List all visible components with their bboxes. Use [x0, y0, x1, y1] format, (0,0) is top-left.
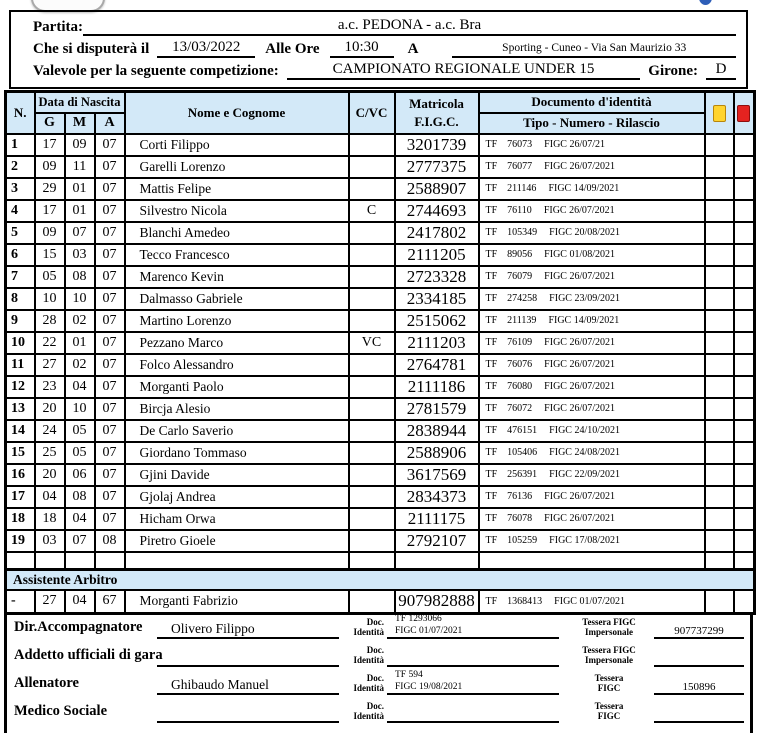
birth-month: 02	[65, 310, 95, 332]
birth-month: 04	[65, 508, 95, 530]
table-row	[6, 134, 755, 156]
player-number: 7	[6, 266, 35, 288]
captain-flag	[349, 420, 395, 442]
birth-year: 07	[95, 288, 125, 310]
at-label: A	[407, 40, 419, 57]
official-name-field: Olivero Filippo	[157, 614, 339, 639]
player-name: Piretro Gioele	[125, 530, 349, 552]
col-header-doc-sub: Tipo - Numero - Rilascio	[479, 113, 705, 134]
birth-year: 07	[95, 156, 125, 178]
captain-flag	[349, 266, 395, 288]
player-name: De Carlo Saverio	[125, 420, 349, 442]
birth-day: 17	[35, 200, 65, 222]
birth-year: 07	[95, 332, 125, 354]
captain-flag: C	[349, 200, 395, 222]
identity-document: TF 76077 FIGC 26/07/2021	[479, 156, 705, 178]
player-name: Corti Filippo	[125, 134, 349, 156]
red-card-cell	[734, 508, 755, 530]
captain-flag	[349, 178, 395, 200]
birth-day: 29	[35, 178, 65, 200]
player-name: Dalmasso Gabriele	[125, 288, 349, 310]
player-number: 1	[6, 134, 35, 156]
assistant-red-cell	[734, 590, 755, 613]
red-card-cell	[734, 134, 755, 156]
player-name: Pezzano Marco	[125, 332, 349, 354]
birth-day: 18	[35, 508, 65, 530]
matricola-number: 2777375	[395, 156, 479, 178]
tessera-figc-field: 907737299	[654, 614, 744, 639]
player-number: 10	[6, 332, 35, 354]
captain-flag	[349, 288, 395, 310]
doc-identity-field	[387, 642, 559, 667]
birth-year: 07	[95, 178, 125, 200]
identity-document: TF 256391 FIGC 22/09/2021	[479, 464, 705, 486]
birth-month: 10	[65, 398, 95, 420]
table-row	[6, 310, 755, 332]
table-row	[6, 156, 755, 178]
matricola-number: 2764781	[395, 354, 479, 376]
identity-document: TF 105406 FIGC 24/08/2021	[479, 442, 705, 464]
partita-field: a.c. PEDONA - a.c. Bra	[83, 17, 736, 36]
official-name-field	[157, 698, 339, 723]
col-header-n: N.	[6, 92, 35, 134]
player-number: 14	[6, 420, 35, 442]
identity-document: TF 76080 FIGC 26/07/2021	[479, 376, 705, 398]
player-number: 17	[6, 486, 35, 508]
officials-section	[4, 613, 753, 733]
captain-flag	[349, 244, 395, 266]
official-row	[7, 698, 750, 725]
player-number: 12	[6, 376, 35, 398]
assistant-birth-month: 04	[65, 590, 95, 613]
captain-flag	[349, 354, 395, 376]
birth-day: 24	[35, 420, 65, 442]
captain-flag	[349, 376, 395, 398]
matricola-number: 2417802	[395, 222, 479, 244]
birth-year: 07	[95, 464, 125, 486]
red-card-cell	[734, 398, 755, 420]
yellow-card-cell	[705, 178, 734, 200]
yellow-card-cell	[705, 156, 734, 178]
birth-year: 07	[95, 266, 125, 288]
red-card-cell	[734, 200, 755, 222]
player-name: Martino Lorenzo	[125, 310, 349, 332]
player-name: Tecco Francesco	[125, 244, 349, 266]
birth-day: 27	[35, 354, 65, 376]
player-number: 19	[6, 530, 35, 552]
player-number: 8	[6, 288, 35, 310]
col-header-matricola: Matricola F.I.G.C.	[395, 92, 479, 134]
identity-document: TF 211139 FIGC 14/09/2021	[479, 310, 705, 332]
player-number: 9	[6, 310, 35, 332]
col-header-yellow	[705, 92, 734, 134]
captain-flag	[349, 310, 395, 332]
time-field: 10:30	[330, 39, 394, 58]
table-row	[6, 288, 755, 310]
tessera-figc-field	[654, 642, 744, 667]
birth-day: 10	[35, 288, 65, 310]
player-name: Bircja Alesio	[125, 398, 349, 420]
table-row	[6, 354, 755, 376]
birth-month: 06	[65, 464, 95, 486]
yellow-card-cell	[705, 200, 734, 222]
official-role-label: Medico Sociale	[14, 703, 108, 719]
time-label: Alle Ore	[265, 40, 320, 57]
birth-year: 07	[95, 244, 125, 266]
matricola-number: 2723328	[395, 266, 479, 288]
official-row	[7, 642, 750, 669]
tessera-figc-label: Tessera FIGC	[594, 700, 624, 721]
doc-identity-field: TF 594 FIGC 19/08/2021	[387, 670, 559, 695]
venue-field: Sporting - Cuneo - Via San Maurizio 33	[452, 42, 736, 58]
red-card-cell	[734, 376, 755, 398]
identity-document: TF 476151 FIGC 24/10/2021	[479, 420, 705, 442]
yellow-card-cell	[705, 288, 734, 310]
player-number: 15	[6, 442, 35, 464]
birth-month: 05	[65, 420, 95, 442]
birth-month: 03	[65, 244, 95, 266]
table-row	[6, 508, 755, 530]
red-card-icon	[737, 105, 750, 122]
tessera-figc-field	[654, 698, 744, 723]
birth-day: 15	[35, 244, 65, 266]
captain-flag	[349, 134, 395, 156]
assistant-birth-day: 27	[35, 590, 65, 613]
birth-year: 07	[95, 354, 125, 376]
player-number: 13	[6, 398, 35, 420]
yellow-card-cell	[705, 398, 734, 420]
red-card-cell	[734, 310, 755, 332]
col-header-name: Nome e Cognome	[125, 92, 349, 134]
doc-identity-label: Doc. Identità	[353, 672, 384, 693]
birth-day: 17	[35, 134, 65, 156]
identity-document: TF 76079 FIGC 26/07/2021	[479, 266, 705, 288]
birth-day: 03	[35, 530, 65, 552]
birth-day: 22	[35, 332, 65, 354]
birth-month: 08	[65, 266, 95, 288]
matricola-number: 2792107	[395, 530, 479, 552]
assistant-row	[6, 590, 755, 613]
official-row	[7, 670, 750, 697]
birth-month: 01	[65, 200, 95, 222]
assistant-number: -	[6, 590, 35, 613]
official-name-field: Ghibaudo Manuel	[157, 670, 339, 695]
birth-day: 28	[35, 310, 65, 332]
matricola-number: 3201739	[395, 134, 479, 156]
identity-document: TF 76136 FIGC 26/07/2021	[479, 486, 705, 508]
matricola-number: 2111205	[395, 244, 479, 266]
player-name: Folco Alessandro	[125, 354, 349, 376]
assistant-cvc	[349, 590, 395, 613]
table-row	[6, 200, 755, 222]
identity-document: TF 76109 FIGC 26/07/2021	[479, 332, 705, 354]
tessera-figc-label: Tessera FIGC	[594, 672, 624, 693]
captain-flag	[349, 486, 395, 508]
date-label: Che si disputerà il	[33, 40, 150, 57]
red-card-cell	[734, 486, 755, 508]
birth-day: 05	[35, 266, 65, 288]
table-row	[6, 486, 755, 508]
birth-month: 09	[65, 134, 95, 156]
player-number: 2	[6, 156, 35, 178]
red-card-cell	[734, 464, 755, 486]
table-row	[6, 398, 755, 420]
matricola-number: 2111175	[395, 508, 479, 530]
birth-day: 09	[35, 156, 65, 178]
partial-blue-icon[interactable]	[699, 0, 712, 5]
partita-line	[21, 17, 736, 36]
player-name: Mattis Felipe	[125, 178, 349, 200]
birth-year: 08	[95, 530, 125, 552]
doc-identity-field	[387, 698, 559, 723]
red-card-cell	[734, 156, 755, 178]
identity-document: TF 76078 FIGC 26/07/2021	[479, 508, 705, 530]
assistant-section-header: Assistente Arbitro	[6, 570, 755, 591]
birth-month: 07	[65, 530, 95, 552]
assistant-identity-document: TF 1368413 FIGC 01/07/2021	[479, 590, 705, 613]
competition-field: CAMPIONATO REGIONALE UNDER 15	[287, 61, 640, 80]
table-row	[6, 376, 755, 398]
table-row	[6, 530, 755, 552]
birth-year: 07	[95, 420, 125, 442]
captain-flag	[349, 508, 395, 530]
player-name: Hicham Orwa	[125, 508, 349, 530]
official-role-label: Addetto ufficiali di gara	[14, 647, 163, 663]
roster-table	[4, 90, 756, 615]
identity-document: TF 76110 FIGC 26/07/2021	[479, 200, 705, 222]
player-name: Garelli Lorenzo	[125, 156, 349, 178]
official-role-label: Allenatore	[14, 675, 79, 691]
birth-month: 10	[65, 288, 95, 310]
player-number: 3	[6, 178, 35, 200]
birth-month: 01	[65, 332, 95, 354]
col-header-m: M	[65, 113, 95, 134]
matricola-number: 2834373	[395, 486, 479, 508]
partita-label: Partita:	[33, 18, 83, 35]
red-card-cell	[734, 442, 755, 464]
col-header-a: A	[95, 113, 125, 134]
captain-flag	[349, 398, 395, 420]
player-name: Gjini Davide	[125, 464, 349, 486]
player-number: 18	[6, 508, 35, 530]
table-row	[6, 266, 755, 288]
matricola-number: 3617569	[395, 464, 479, 486]
girone-field: D	[706, 61, 736, 80]
red-card-cell	[734, 420, 755, 442]
yellow-card-cell	[705, 244, 734, 266]
yellow-card-cell	[705, 354, 734, 376]
identity-document: TF 105259 FIGC 17/08/2021	[479, 530, 705, 552]
birth-month: 08	[65, 486, 95, 508]
assistant-birth-year: 67	[95, 590, 125, 613]
table-row	[6, 332, 755, 354]
player-name: Morganti Paolo	[125, 376, 349, 398]
official-row	[7, 614, 750, 641]
red-card-cell	[734, 244, 755, 266]
birth-month: 04	[65, 376, 95, 398]
birth-year: 07	[95, 310, 125, 332]
birth-year: 07	[95, 376, 125, 398]
col-header-birth: Data di Nascita	[35, 92, 125, 113]
player-number: 6	[6, 244, 35, 266]
col-header-g: G	[35, 113, 65, 134]
yellow-card-cell	[705, 376, 734, 398]
red-card-cell	[734, 354, 755, 376]
birth-day: 20	[35, 398, 65, 420]
empty-row	[6, 552, 755, 570]
birth-day: 23	[35, 376, 65, 398]
birth-year: 07	[95, 486, 125, 508]
birth-year: 07	[95, 200, 125, 222]
identity-document: TF 211146 FIGC 14/09/2021	[479, 178, 705, 200]
matricola-number: 2334185	[395, 288, 479, 310]
birth-day: 20	[35, 464, 65, 486]
matricola-number: 2838944	[395, 420, 479, 442]
birth-year: 07	[95, 134, 125, 156]
captain-flag	[349, 222, 395, 244]
player-number: 4	[6, 200, 35, 222]
birth-month: 07	[65, 222, 95, 244]
birth-year: 07	[95, 222, 125, 244]
birth-year: 07	[95, 398, 125, 420]
red-card-cell	[734, 266, 755, 288]
table-row	[6, 244, 755, 266]
red-card-cell	[734, 178, 755, 200]
player-name: Marenco Kevin	[125, 266, 349, 288]
identity-document: TF 76072 FIGC 26/07/2021	[479, 398, 705, 420]
yellow-card-cell	[705, 222, 734, 244]
table-row	[6, 222, 755, 244]
matricola-number: 2111186	[395, 376, 479, 398]
matricola-number: 2588906	[395, 442, 479, 464]
table-row	[6, 420, 755, 442]
player-number: 16	[6, 464, 35, 486]
assistant-name: Morganti Fabrizio	[125, 590, 349, 613]
official-name-field	[157, 642, 339, 667]
matricola-number: 2588907	[395, 178, 479, 200]
player-number: 11	[6, 354, 35, 376]
birth-day: 04	[35, 486, 65, 508]
birth-day: 09	[35, 222, 65, 244]
captain-flag	[349, 530, 395, 552]
identity-document: TF 274258 FIGC 23/09/2021	[479, 288, 705, 310]
red-card-cell	[734, 222, 755, 244]
birth-year: 07	[95, 442, 125, 464]
col-header-red	[734, 92, 755, 134]
player-name: Giordano Tommaso	[125, 442, 349, 464]
matricola-number: 2515062	[395, 310, 479, 332]
yellow-card-cell	[705, 530, 734, 552]
yellow-card-cell	[705, 508, 734, 530]
yellow-card-cell	[705, 266, 734, 288]
birth-year: 07	[95, 508, 125, 530]
yellow-card-cell	[705, 310, 734, 332]
birth-month: 11	[65, 156, 95, 178]
player-name: Blanchi Amedeo	[125, 222, 349, 244]
yellow-card-cell	[705, 134, 734, 156]
competition-label: Valevole per la seguente competizione:	[33, 63, 279, 80]
doc-identity-label: Doc. Identità	[353, 700, 384, 721]
girone-label: Girone:	[648, 63, 698, 80]
doc-identity-label: Doc. Identità	[353, 616, 384, 637]
assistant-yellow-cell	[705, 590, 734, 613]
captain-flag	[349, 442, 395, 464]
birth-month: 01	[65, 178, 95, 200]
player-name: Silvestro Nicola	[125, 200, 349, 222]
identity-document: TF 105349 FIGC 20/08/2021	[479, 222, 705, 244]
identity-document: TF 76073 FIGC 26/07/21	[479, 134, 705, 156]
player-number: 5	[6, 222, 35, 244]
birth-month: 02	[65, 354, 95, 376]
tessera-figc-label: Tessera FIGC Impersonale	[582, 644, 636, 665]
competition-line	[21, 61, 736, 80]
col-header-cvc: C/VC	[349, 92, 395, 134]
red-card-cell	[734, 332, 755, 354]
match-info-box	[9, 10, 748, 89]
tessera-figc-field: 150896	[654, 670, 744, 695]
table-row	[6, 464, 755, 486]
table-row	[6, 178, 755, 200]
yellow-card-cell	[705, 420, 734, 442]
red-card-cell	[734, 530, 755, 552]
yellow-card-cell	[705, 442, 734, 464]
assistant-matricola: 907982888	[395, 590, 479, 613]
birth-day: 25	[35, 442, 65, 464]
matricola-number: 2744693	[395, 200, 479, 222]
yellow-card-cell	[705, 464, 734, 486]
date-field: 13/03/2022	[157, 39, 255, 58]
date-time-line	[21, 39, 736, 58]
official-role-label: Dir.Accompagnatore	[14, 619, 143, 635]
identity-document: TF 89056 FIGC 01/08/2021	[479, 244, 705, 266]
yellow-card-icon	[713, 105, 726, 122]
doc-identity-field: TF 1293066 FIGC 01/07/2021	[387, 614, 559, 639]
captain-flag: VC	[349, 332, 395, 354]
tessera-figc-label: Tessera FIGC Impersonale	[582, 616, 636, 637]
captain-flag	[349, 156, 395, 178]
matricola-number: 2781579	[395, 398, 479, 420]
red-card-cell	[734, 288, 755, 310]
yellow-card-cell	[705, 332, 734, 354]
identity-document: TF 76076 FIGC 26/07/2021	[479, 354, 705, 376]
birth-month: 05	[65, 442, 95, 464]
player-name: Gjolaj Andrea	[125, 486, 349, 508]
doc-identity-label: Doc. Identità	[353, 644, 384, 665]
col-header-documento: Documento d'identità	[479, 92, 705, 113]
matricola-number: 2111203	[395, 332, 479, 354]
captain-flag	[349, 464, 395, 486]
yellow-card-cell	[705, 486, 734, 508]
table-row	[6, 442, 755, 464]
